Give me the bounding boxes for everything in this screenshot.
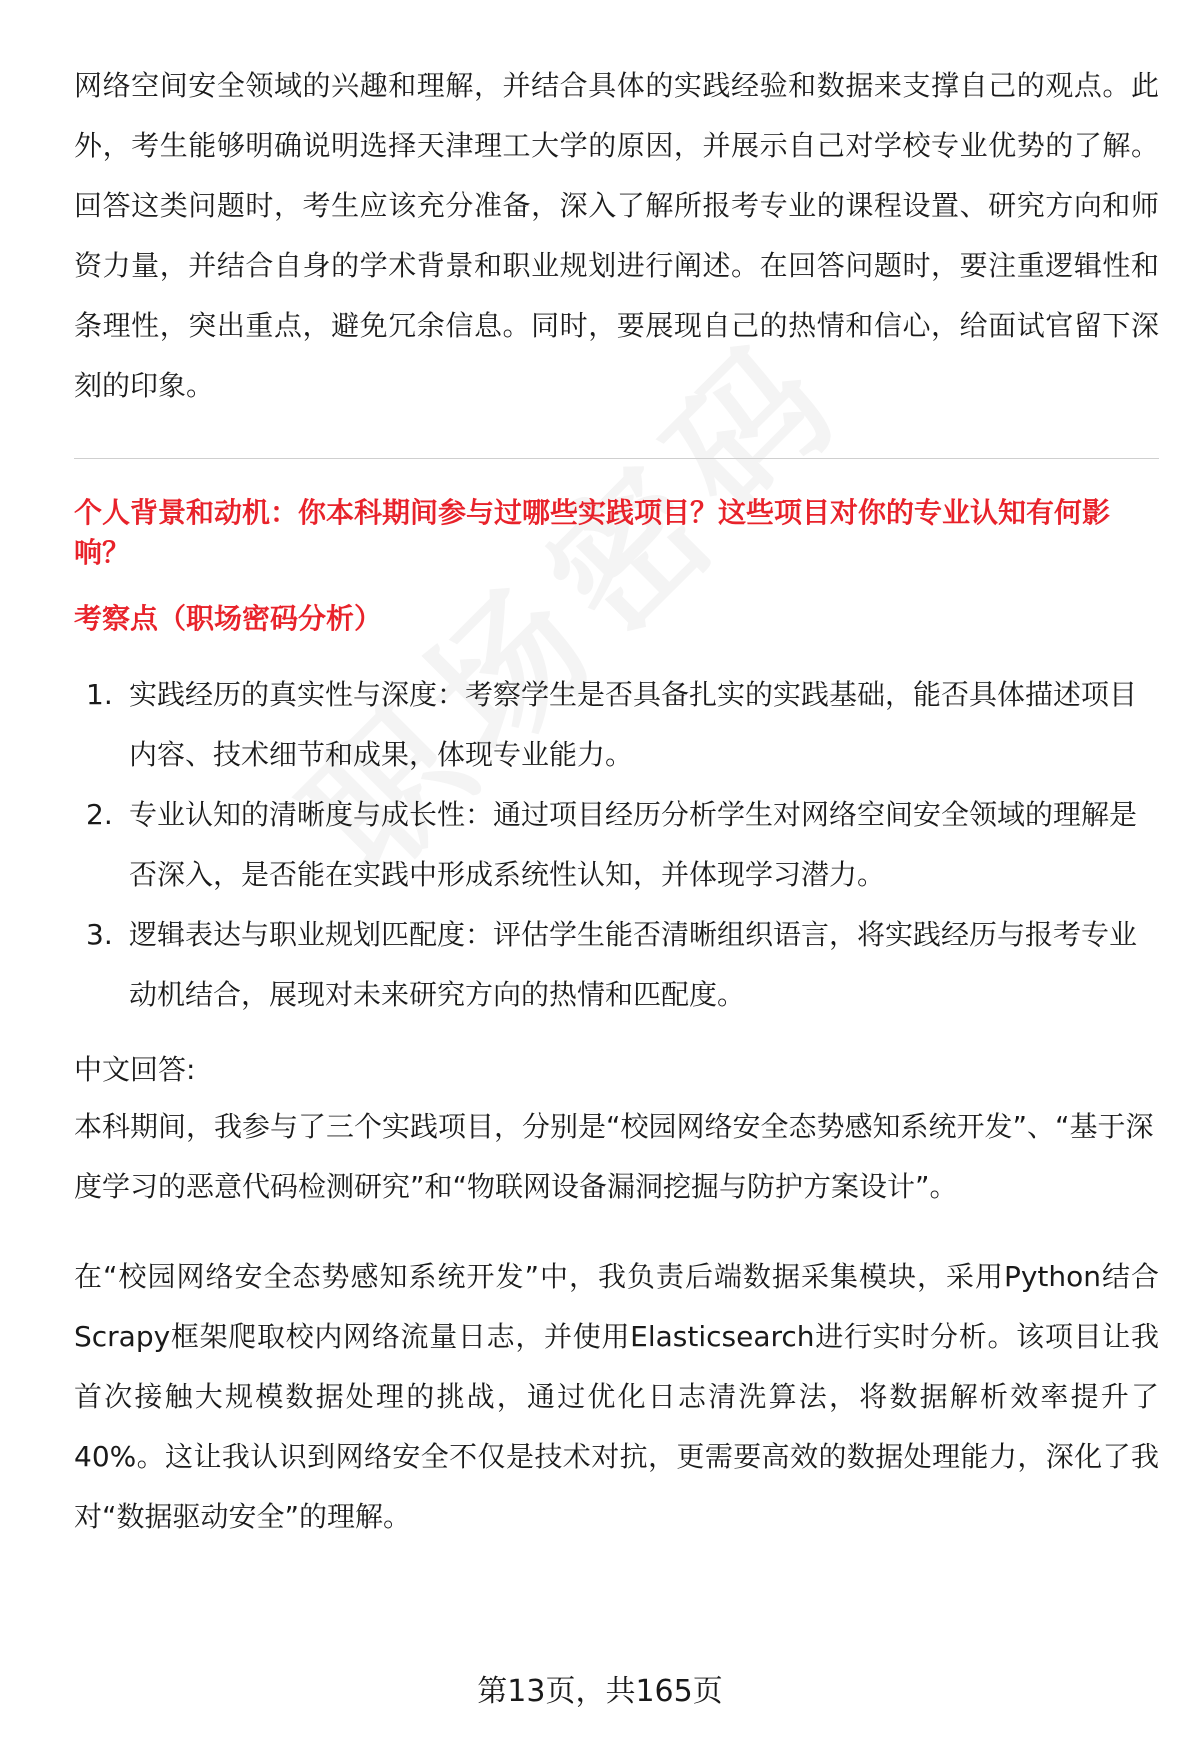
document-page	[74, 56, 1159, 1575]
list-item	[74, 905, 1159, 1025]
answer-paragraph-1: 本科期间，我参与了三个实践项目，分别是“校园网络安全态势感知系统开发”、“基于深度学习的恶意代码检测研究”和“物联网设备漏洞挖掘与防护方案设计”。	[74, 1110, 1154, 1203]
list-number: 3.	[86, 918, 113, 951]
list-item	[74, 785, 1159, 905]
question-heading: 个人背景和动机：你本科期间参与过哪些实践项目？这些项目对你的专业认知有何影响？	[74, 496, 1111, 569]
list-item-text: 逻辑表达与职业规划匹配度：评估学生能否清晰组织语言，将实践经历与报考专业动机结合，展现对未来研究方向的热情和匹配度。	[129, 918, 1138, 1011]
points-list	[74, 665, 1159, 1025]
answer-paragraph-2: 在“校园网络安全态势感知系统开发”中，我负责后端数据采集模块，采用Python结合Scrapy框架爬取校内网络流量日志，并使用Elasticsearch进行实时分析。该项目让我首次接触大规模数据处理的挑战，通过优化日志清洗算法，将数据解析效率提升了40%。这让我认识到网络安全不仅是技术对抗，更需要高效的数据处理能力，深化了我对“数据驱动安全”的理解。	[74, 1260, 1159, 1533]
list-number: 2.	[86, 798, 113, 831]
intro-paragraph: 网络空间安全领域的兴趣和理解，并结合具体的实践经验和数据来支撑自己的观点。此外，考生能够明确说明选择天津理工大学的原因，并展示自己对学校专业优势的了解。回答这类问题时，考生应该充分准备，深入了解所报考专业的课程设置、研究方向和师资力量，并结合自身的学术背景和职业规划进行阐述。在回答问题时，要注重逻辑性和条理性，突出重点，避免冗余信息。同时，要展现自己的热情和信心，给面试官留下深刻的印象。	[74, 69, 1159, 402]
points-heading: 考察点（职场密码分析）	[74, 602, 383, 635]
list-number: 1.	[86, 678, 113, 711]
list-item	[74, 665, 1159, 785]
page-footer: 第13页，共165页	[477, 1674, 723, 1709]
section-divider	[74, 458, 1159, 459]
answer-label: 中文回答:	[74, 1053, 196, 1086]
list-item-text: 实践经历的真实性与深度：考察学生是否具备扎实的实践基础，能否具体描述项目内容、技术细节和成果，体现专业能力。	[129, 678, 1138, 771]
list-item-text: 专业认知的清晰度与成长性：通过项目经历分析学生对网络空间安全领域的理解是否深入，是否能在实践中形成系统性认知，并体现学习潜力。	[129, 798, 1138, 891]
